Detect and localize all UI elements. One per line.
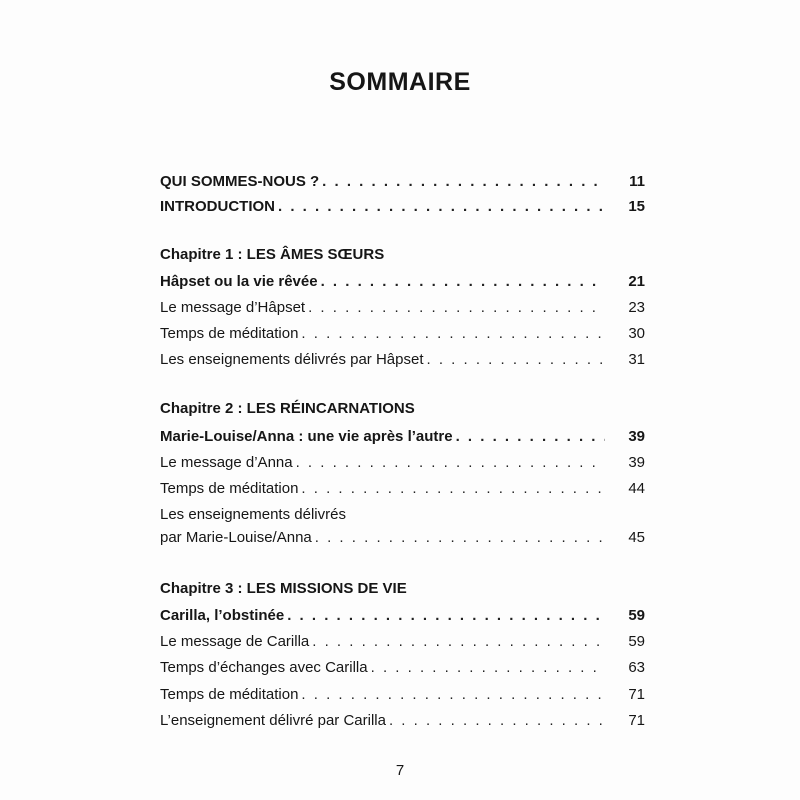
entry-page: 44 [628,480,645,497]
entry-label: Temps de méditation [160,325,299,342]
dot-leader [456,426,605,448]
entry-label: Carilla, l’obstinée [160,607,285,624]
entry-page: 39 [628,428,645,445]
entry-label: L’enseignement délivré par Carilla [160,712,386,729]
entry-label: QUI SOMMES-NOUS ? [160,173,320,190]
entry-page: 59 [628,607,645,624]
entry-page: 39 [628,454,645,471]
entry-label: Le message de Carilla [160,633,310,650]
entry-page: 11 [629,173,645,190]
entry-label: Les enseignements délivrés par Hâpset [160,351,424,368]
dot-leader [301,323,605,345]
dot-leader [426,349,605,371]
toc-entry[interactable] [160,605,645,627]
dot-leader [296,452,605,474]
entry-label-line-1: Les enseignements délivrés [160,506,346,523]
entry-label: INTRODUCTION [160,198,275,215]
entry-page: 23 [628,299,645,316]
chapter-3-heading: Chapitre 3 : LES MISSIONS DE VIE [160,580,407,597]
toc-entry[interactable] [160,452,645,474]
toc-entry[interactable] [160,426,645,448]
dot-leader [389,710,605,732]
toc-entry[interactable] [160,297,645,319]
dot-leader [301,684,605,706]
toc-entry-qui-sommes-nous[interactable] [160,171,645,193]
toc-entry[interactable] [160,657,645,679]
entry-page: 15 [628,198,645,215]
toc-entry[interactable] [160,271,645,293]
dot-leader [315,527,605,549]
entry-label: Le message d’Anna [160,454,293,471]
entry-page: 31 [628,351,645,368]
entry-page: 59 [628,633,645,650]
toc-entry-introduction[interactable] [160,196,645,218]
toc-entry[interactable] [160,478,645,500]
dot-leader [312,631,605,653]
entry-label: Le message d’Hâpset [160,299,306,316]
entry-page: 21 [628,273,645,290]
chapter-2-heading: Chapitre 2 : LES RÉINCARNATIONS [160,400,415,417]
page-title: SOMMAIRE [329,68,471,96]
toc-entry[interactable] [160,349,645,371]
entry-label-continuation: par Marie-Louise/Anna [160,529,312,546]
dot-leader [301,478,605,500]
entry-page: 63 [628,659,645,676]
entry-page: 71 [628,712,645,729]
dot-leader [321,271,605,293]
toc-entry[interactable] [160,631,645,653]
toc-entry[interactable] [160,527,645,549]
page-number: 7 [395,762,405,779]
entry-label: Temps d’échanges avec Carilla [160,659,368,676]
toc-entry[interactable] [160,684,645,706]
dot-leader [371,657,605,679]
entry-page: 30 [628,325,645,342]
entry-label: Hâpset ou la vie rêvée [160,273,318,290]
entry-page: 71 [628,686,645,703]
chapter-1-heading: Chapitre 1 : LES ÂMES SŒURS [160,246,385,263]
dot-leader [278,196,605,218]
entry-label: Temps de méditation [160,480,299,497]
dot-leader [287,605,605,627]
entry-label: Marie-Louise/Anna : une vie après l’autre [160,428,453,445]
entry-label: Temps de méditation [160,686,299,703]
dot-leader [308,297,605,319]
toc-entry[interactable] [160,323,645,345]
dot-leader [322,171,605,193]
toc-entry[interactable] [160,710,645,732]
entry-page: 45 [628,529,645,546]
